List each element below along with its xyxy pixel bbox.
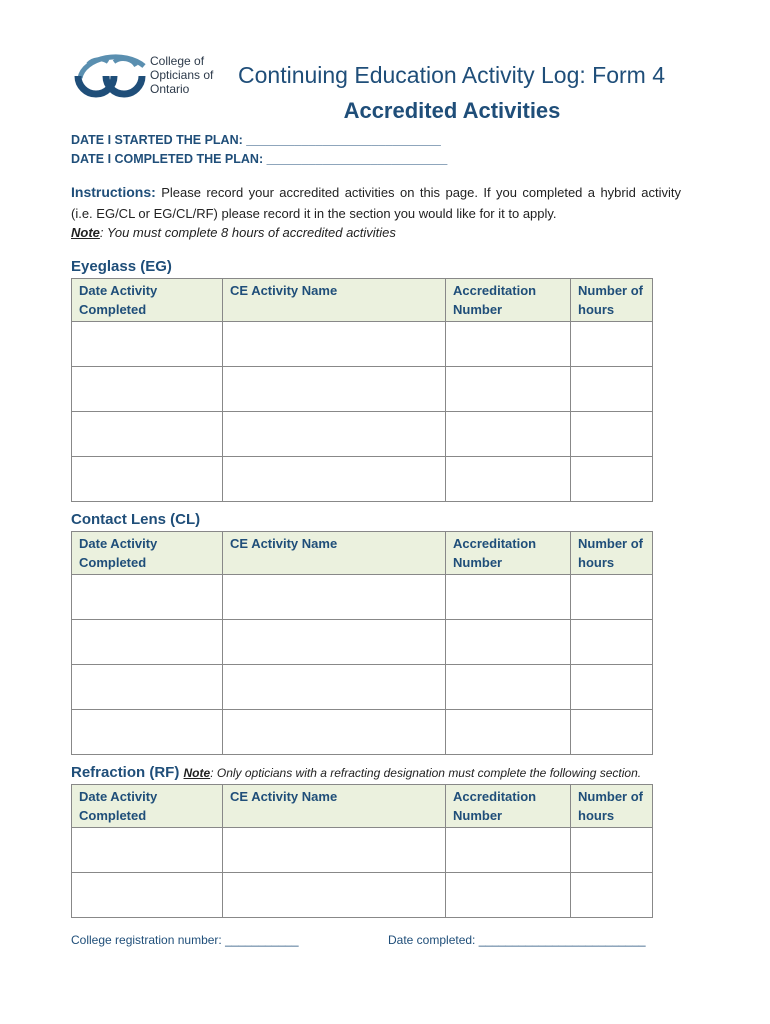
section-title-eyeglass: Eyeglass (EG): [71, 258, 172, 275]
refraction-note-text: : Only opticians with a refracting designation must complete the following section.: [210, 766, 642, 780]
accreditation-cell[interactable]: [446, 665, 571, 710]
activity-cell[interactable]: [223, 322, 446, 367]
page-title: Continuing Education Activity Log: Form 4: [238, 62, 666, 88]
col-accreditation: Accreditation Number: [446, 279, 571, 322]
accreditation-cell[interactable]: [446, 710, 571, 755]
date-cell[interactable]: [72, 873, 223, 918]
hours-cell[interactable]: [571, 322, 653, 367]
table-row: [72, 710, 653, 755]
logo-text: [150, 54, 213, 96]
activity-cell[interactable]: [223, 828, 446, 873]
date-cell[interactable]: [72, 367, 223, 412]
plan-completed-field[interactable]: DATE I COMPLETED THE PLAN: __________________________: [71, 152, 448, 166]
logo-line-2: Opticians of: [150, 68, 214, 82]
activity-cell[interactable]: [223, 412, 446, 457]
table-row: [72, 322, 653, 367]
hours-cell[interactable]: [571, 457, 653, 502]
col-accreditation: Accreditation Number: [446, 532, 571, 575]
activity-cell[interactable]: [223, 710, 446, 755]
col-accreditation: Accreditation Number: [446, 785, 571, 828]
accreditation-cell[interactable]: [446, 873, 571, 918]
registration-number-field[interactable]: College registration number: ___________: [71, 933, 299, 947]
col-date: Date Activity Completed: [72, 279, 223, 322]
hours-cell[interactable]: [571, 710, 653, 755]
table-row: [72, 575, 653, 620]
date-completed-field[interactable]: Date completed: _________________________: [388, 933, 646, 947]
activity-cell[interactable]: [223, 665, 446, 710]
activity-cell[interactable]: [223, 575, 446, 620]
eyeglass-table: [71, 278, 653, 502]
hours-cell[interactable]: [571, 828, 653, 873]
col-hours: Number of hours: [571, 532, 653, 575]
col-activity-name: CE Activity Name: [223, 785, 446, 828]
accreditation-cell[interactable]: [446, 322, 571, 367]
table-row: [72, 412, 653, 457]
date-cell[interactable]: [72, 620, 223, 665]
date-cell[interactable]: [72, 412, 223, 457]
hours-cell[interactable]: [571, 873, 653, 918]
hours-cell[interactable]: [571, 367, 653, 412]
logo-line-3: Ontario: [150, 82, 190, 96]
activity-cell[interactable]: [223, 620, 446, 665]
hours-note: [71, 225, 396, 240]
accreditation-cell[interactable]: [446, 620, 571, 665]
section-title-refraction: [71, 764, 641, 781]
accreditation-cell[interactable]: [446, 367, 571, 412]
activity-cell[interactable]: [223, 367, 446, 412]
table-row: [72, 620, 653, 665]
table-row: [72, 665, 653, 710]
refraction-note: [184, 766, 642, 780]
note-label: Note: [71, 225, 100, 240]
logo-line-1: College of: [150, 54, 205, 68]
accreditation-cell[interactable]: [446, 457, 571, 502]
col-activity-name: CE Activity Name: [223, 279, 446, 322]
refraction-note-label: Note: [183, 766, 211, 780]
date-cell[interactable]: [72, 710, 223, 755]
date-cell[interactable]: [72, 828, 223, 873]
date-cell[interactable]: [72, 322, 223, 367]
table-row: [72, 367, 653, 412]
date-cell[interactable]: [72, 457, 223, 502]
hours-cell[interactable]: [571, 620, 653, 665]
instructions: [71, 182, 681, 224]
col-hours: Number of hours: [571, 785, 653, 828]
hours-cell[interactable]: [571, 665, 653, 710]
table-row: [72, 873, 653, 918]
accreditation-cell[interactable]: [446, 575, 571, 620]
col-date: Date Activity Completed: [72, 532, 223, 575]
table-row: [72, 828, 653, 873]
section-title-contact-lens: Contact Lens (CL): [71, 511, 201, 528]
instructions-label: Instructions:: [71, 184, 156, 200]
contact-lens-table: [71, 531, 653, 755]
hours-cell[interactable]: [571, 575, 653, 620]
refraction-title-text: Refraction (RF): [71, 764, 180, 781]
activity-cell[interactable]: [223, 457, 446, 502]
plan-started-field[interactable]: DATE I STARTED THE PLAN: ____________________________: [71, 133, 441, 147]
activity-cell[interactable]: [223, 873, 446, 918]
hours-cell[interactable]: [571, 412, 653, 457]
instructions-text: Please record your accredited activities on this page. If you completed a hybrid activity (i.e. EG/CL or EG/CL/RF) please record it in the section you would like for it to apply.: [71, 185, 681, 221]
accreditation-cell[interactable]: [446, 412, 571, 457]
accreditation-cell[interactable]: [446, 828, 571, 873]
col-date: Date Activity Completed: [72, 785, 223, 828]
page-subtitle: Accredited Activities: [343, 98, 561, 123]
date-cell[interactable]: [72, 665, 223, 710]
table-row: [72, 457, 653, 502]
date-cell[interactable]: [72, 575, 223, 620]
col-hours: Number of hours: [571, 279, 653, 322]
note-text: : You must complete 8 hours of accredited activities: [99, 225, 396, 240]
col-activity-name: CE Activity Name: [223, 532, 446, 575]
refraction-table: [71, 784, 653, 918]
